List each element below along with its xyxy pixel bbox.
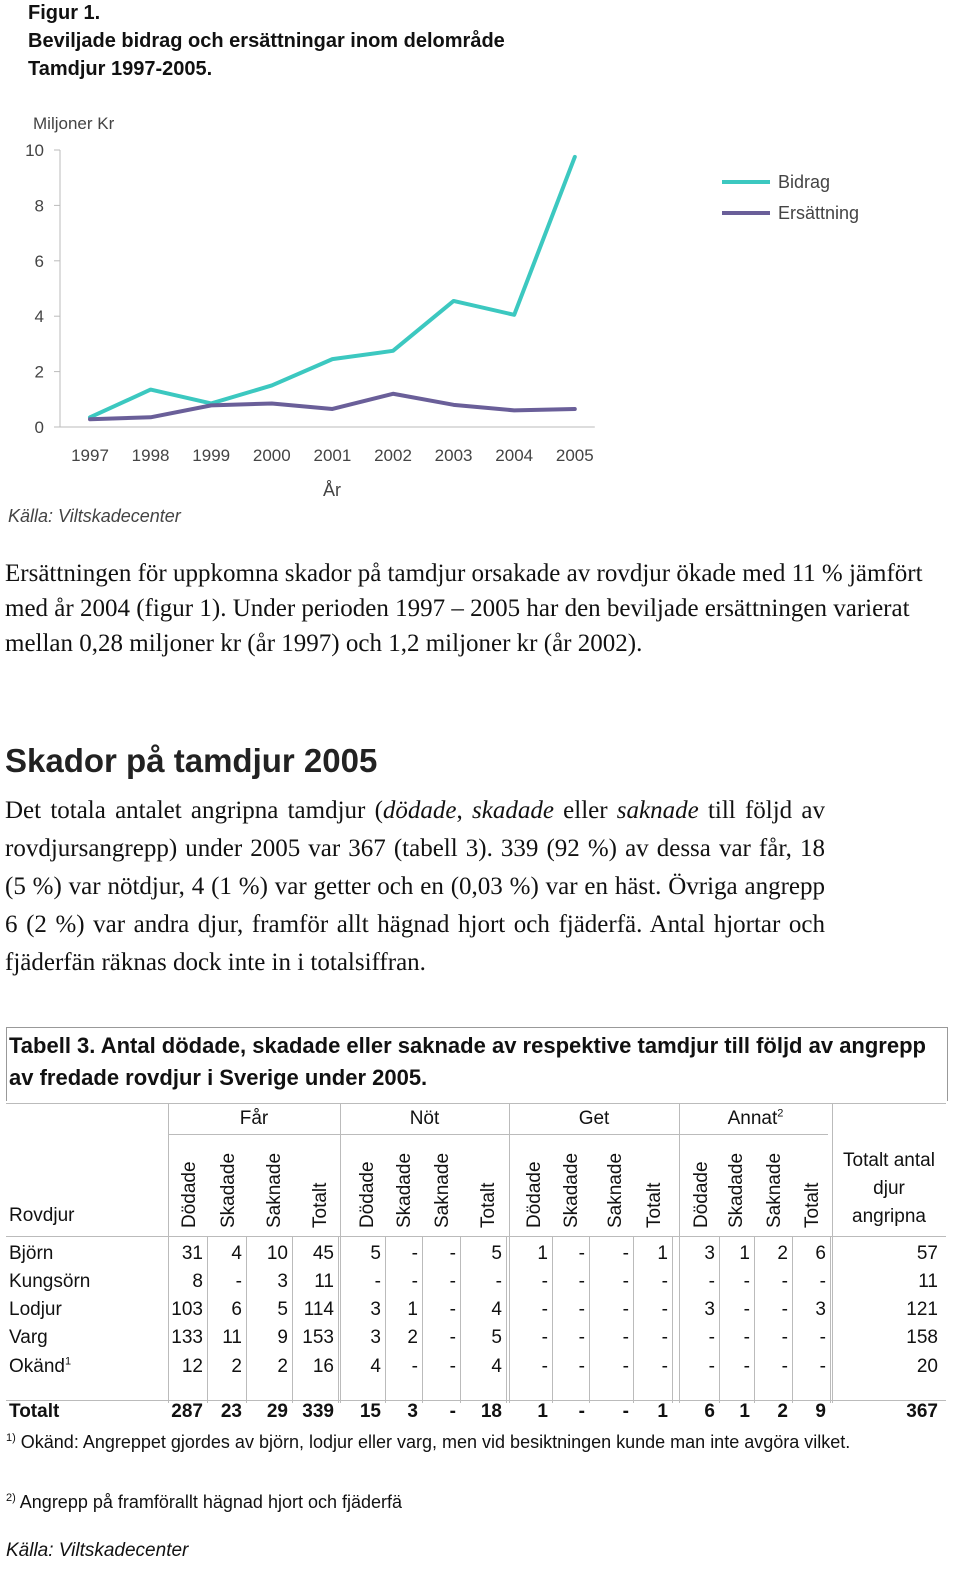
group-header-sup: 2 [777, 1107, 784, 1120]
x-tick-label: 1997 [71, 446, 109, 465]
footnote-2-marker: 2) [6, 1492, 16, 1504]
table-cell: - [578, 1299, 585, 1320]
table-cell: - [661, 1271, 668, 1292]
row-name-text: Okänd [9, 1356, 65, 1377]
table-cell: 133 [171, 1327, 203, 1348]
table-cell: 6 [231, 1299, 242, 1320]
footnote-2-text: Angrepp på framförallt hägnad hjort och fjäderfä [15, 1492, 403, 1512]
table-cell: - [578, 1243, 585, 1264]
para2-part-d: till följd av rovdjursangrepp) under 2005 var 367 (tabell 3). 339 (92 %) av dessa var får, 18 (5 %) var nötdjur, 4 (1 %) var getter och en (0,03 %) var en häst. Övriga angrepp 6 (2 %) var andra djur, framför allt hägnad hjort och fjäderfä. Antal hjortar och fjäderfän räknas dock inte in i totalsiffran. [5, 797, 825, 976]
table-cell: - [819, 1327, 826, 1348]
table-cell: 4 [231, 1243, 242, 1264]
table-cell: - [578, 1356, 585, 1377]
table-cell: - [449, 1271, 456, 1292]
subheader-saknade: Saknade [432, 1152, 453, 1228]
row-total-cell: 158 [906, 1327, 938, 1348]
table-cell: 1 [407, 1299, 418, 1320]
table-cell: 2 [231, 1356, 242, 1377]
table-cell: - [661, 1356, 668, 1377]
y-tick-label: 8 [34, 196, 44, 216]
table-cell: 16 [312, 1356, 334, 1377]
subheader-dödade: Dödade [691, 1161, 712, 1228]
row-name [9, 1356, 71, 1378]
table-cell: 9 [277, 1327, 288, 1348]
table-cell: - [374, 1271, 381, 1292]
table-cell: 103 [171, 1299, 203, 1320]
x-tick-label: 2004 [495, 446, 534, 465]
group-header-nöt [340, 1108, 509, 1130]
subheader-totalt: Totalt [644, 1182, 665, 1228]
row-name-text: Varg [9, 1327, 48, 1348]
table-cell: - [743, 1356, 750, 1377]
table-cell: 12 [181, 1356, 203, 1377]
table-cell: - [708, 1327, 715, 1348]
subheader-saknade: Saknade [764, 1152, 785, 1228]
totals-cell: 1 [537, 1401, 548, 1422]
totals-cell: 15 [359, 1401, 381, 1422]
subheader-skadade: Skadade [726, 1152, 747, 1228]
totals-cell: 18 [480, 1401, 502, 1422]
totals-cell: 2 [777, 1401, 788, 1422]
table-cell: 45 [312, 1243, 334, 1264]
table-title: Tabell 3. Antal dödade, skadade eller saknade av respektive tamdjur till följd av angrepp av fredade rovdjur i Sverige under 2005. [9, 1033, 926, 1090]
x-tick-label: 1998 [131, 446, 170, 465]
table-cell: - [449, 1243, 456, 1264]
paragraph-1: Ersättningen för uppkomna skador på tamdjur orsakade av rovdjur ökade med 11 % jämfört med år 2004 (figur 1). Under perioden 1997 – 2005 har den beviljade ersättningen varierat mellan 0,28 miljoner kr (år 1997) och 1,2 miljoner kr (år 2002). [5, 560, 923, 657]
chart-source: Källa: Viltskadecenter [8, 506, 181, 526]
group-header-label: Får [239, 1108, 269, 1129]
subheader-totalt: Totalt [802, 1182, 823, 1228]
table-cell: 6 [815, 1243, 826, 1264]
table-cell: - [411, 1271, 418, 1292]
grand-total-cell: 367 [906, 1401, 938, 1422]
group-header-get [509, 1108, 679, 1130]
totals-cell: 339 [302, 1401, 334, 1422]
table-cell: - [449, 1299, 456, 1320]
y-tick-label: 0 [34, 418, 44, 437]
para2-part-a: Det totala antalet angripna tamdjur ( [5, 797, 383, 824]
table-cell: - [661, 1327, 668, 1348]
x-tick-label: 2003 [434, 446, 473, 465]
table-cell: 8 [192, 1271, 203, 1292]
total-header-line-1: Totalt antal [843, 1150, 935, 1171]
table-cell: 114 [303, 1299, 334, 1320]
table-cell: 31 [181, 1243, 203, 1264]
row-total-cell: 57 [916, 1243, 938, 1264]
column-divider [832, 1103, 833, 1403]
para2-part-b: , [456, 797, 473, 824]
subheader-totalt: Totalt [310, 1182, 331, 1228]
table-cell: 11 [314, 1271, 334, 1292]
table-cell: - [781, 1356, 788, 1377]
group-header-label: Get [578, 1108, 610, 1129]
row-total-cell: 11 [918, 1271, 938, 1292]
footnote-1-text: Okänd: Angreppet gjordes av björn, lodjur eller varg, men vid besiktningen kunde man inte avgöra vilket. [15, 1432, 851, 1452]
header-bottom-rule [6, 1236, 946, 1237]
y-tick-label: 6 [34, 251, 44, 271]
table-cell: - [541, 1299, 548, 1320]
table-cell: - [622, 1356, 629, 1377]
x-tick-label: 1999 [192, 446, 231, 465]
table-cell: - [541, 1356, 548, 1377]
figure-title-line-2: Tamdjur 1997-2005. [28, 58, 213, 80]
table-cell: 4 [370, 1356, 381, 1377]
totals-cell: 6 [704, 1401, 715, 1422]
table-cell: 5 [491, 1243, 502, 1264]
table-cell: 5 [370, 1243, 381, 1264]
table-cell: - [708, 1356, 715, 1377]
totals-cell: 1 [657, 1401, 668, 1422]
table-cell: - [622, 1243, 629, 1264]
table-cell: - [819, 1356, 826, 1377]
table-cell: - [622, 1299, 629, 1320]
x-tick-label: 2002 [374, 446, 412, 465]
group-header-annat [679, 1108, 832, 1130]
row-name [9, 1243, 53, 1265]
table-cell: - [541, 1271, 548, 1292]
footnote-2 [6, 1492, 402, 1513]
table-cell: - [743, 1327, 750, 1348]
table-source: Källa: Viltskadecenter [6, 1540, 189, 1561]
row-name [9, 1327, 48, 1349]
table-cell: - [578, 1327, 585, 1348]
totals-cell: - [578, 1401, 585, 1422]
table-cell: 2 [277, 1356, 288, 1377]
para2-dodade: dödade [382, 797, 457, 824]
totals-cell: - [622, 1401, 629, 1422]
y-tick-label: 4 [34, 307, 44, 327]
table-cell: 4 [491, 1356, 502, 1377]
x-tick-label: 2000 [252, 446, 291, 465]
table-cell: 5 [277, 1299, 288, 1320]
table-cell: 1 [657, 1243, 668, 1264]
table-cell: 2 [407, 1327, 418, 1348]
footnote-1-marker: 1) [6, 1432, 16, 1444]
table-cell: - [781, 1327, 788, 1348]
table-cell: 11 [222, 1327, 242, 1348]
cell-divider [830, 1236, 831, 1403]
legend-label: Ersättning [778, 203, 860, 223]
table-cell: 1 [739, 1243, 750, 1264]
table-cell: 10 [266, 1243, 288, 1264]
group-header-label: Annat [727, 1108, 778, 1129]
table-cell: - [578, 1271, 585, 1292]
table-cell: - [708, 1271, 715, 1292]
x-tick-label: 2001 [313, 446, 352, 465]
totals-cell: 29 [266, 1401, 288, 1422]
subheader-totalt: Totalt [478, 1182, 499, 1228]
row-total-cell: 20 [916, 1356, 938, 1377]
table-cell: 5 [491, 1327, 502, 1348]
table-cell: 3 [370, 1299, 381, 1320]
row-name [9, 1271, 90, 1293]
table-cell: - [411, 1243, 418, 1264]
group-header-label: Nöt [409, 1108, 440, 1129]
table-cell: - [819, 1271, 826, 1292]
row-name-sup: 1 [64, 1355, 72, 1368]
table-cell: 3 [370, 1327, 381, 1348]
totals-cell: 9 [815, 1401, 826, 1422]
legend-label: Bidrag [778, 172, 831, 192]
x-tick-label: 2005 [555, 446, 594, 465]
table-cell: 3 [704, 1299, 715, 1320]
table-cell: - [661, 1299, 668, 1320]
subheader-dödade: Dödade [524, 1161, 545, 1228]
subheader-skadade: Skadade [561, 1152, 582, 1228]
table-cell: 3 [815, 1299, 826, 1320]
subheader-skadade: Skadade [218, 1152, 239, 1228]
table-cell: - [411, 1356, 418, 1377]
totals-cell: 287 [171, 1401, 203, 1422]
table-cell: - [743, 1299, 750, 1320]
table-cell: 2 [777, 1243, 788, 1264]
para2-part-c: eller [553, 797, 617, 824]
footnote-1 [6, 1428, 936, 1456]
table-top-rule [6, 1103, 946, 1104]
section-heading: Skador på tamdjur 2005 [5, 742, 378, 779]
subheader-skadade: Skadade [394, 1152, 415, 1228]
subheader-dödade: Dödade [357, 1161, 378, 1228]
table-cell: 3 [277, 1271, 288, 1292]
subheader-saknade: Saknade [264, 1152, 285, 1228]
table-cell: - [743, 1271, 750, 1292]
row-name-text: Björn [9, 1243, 54, 1264]
total-header-line-3: angripna [852, 1206, 926, 1227]
row-name-text: Kungsörn [9, 1271, 91, 1292]
figure-title-line-1: Beviljade bidrag och ersättningar inom delområde [28, 30, 505, 52]
total-header-line-2: djur [873, 1178, 905, 1199]
table-cell: - [781, 1299, 788, 1320]
table-cell: - [781, 1271, 788, 1292]
row-total-cell: 121 [906, 1299, 938, 1320]
totals-cell: - [449, 1401, 456, 1422]
table-cell: 4 [491, 1299, 502, 1320]
row-name [9, 1299, 62, 1321]
totals-cell: 23 [220, 1401, 242, 1422]
table-cell: - [622, 1327, 629, 1348]
row-name-text: Lodjur [9, 1299, 62, 1320]
table-cell: - [541, 1327, 548, 1348]
table-cell: - [235, 1271, 242, 1292]
para2-saknade: saknade [616, 797, 699, 824]
y-axis-title: Miljoner Kr [33, 114, 115, 133]
y-tick-label: 10 [25, 141, 44, 160]
subheader-saknade: Saknade [605, 1152, 626, 1228]
subheader-dödade: Dödade [179, 1161, 200, 1228]
group-header-får [168, 1108, 340, 1130]
para2-skadade: skadade [472, 797, 554, 824]
table-cell: - [495, 1271, 502, 1292]
figure-label: Figur 1. [28, 2, 101, 24]
table-cell: - [449, 1327, 456, 1348]
table-cell: - [449, 1356, 456, 1377]
totals-cell: 3 [407, 1401, 418, 1422]
table-cell: 153 [302, 1327, 334, 1348]
y-tick-label: 2 [34, 362, 44, 382]
totals-cell: 1 [739, 1401, 750, 1422]
table-cell: - [622, 1271, 629, 1292]
table-cell: 1 [537, 1243, 548, 1264]
table-cell: 3 [704, 1243, 715, 1264]
x-axis-title: År [323, 480, 341, 500]
totals-row-name: Totalt [9, 1401, 60, 1422]
rowhead-label: Rovdjur [9, 1205, 75, 1226]
group-header-rule [168, 1134, 828, 1135]
